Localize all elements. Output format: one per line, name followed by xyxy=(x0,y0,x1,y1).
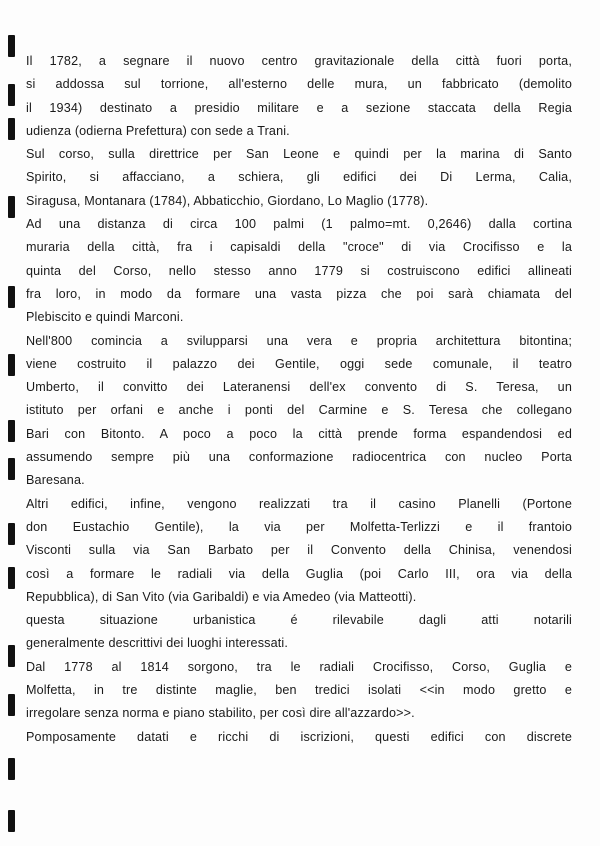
binding-mark xyxy=(8,810,15,832)
text-line: Il 1782, a segnare il nuovo centro gravitazionale della città fuori porta, xyxy=(26,54,572,68)
binding-mark xyxy=(8,196,15,218)
text-line: udienza (odierna Prefettura) con sede a Trani. xyxy=(26,123,290,138)
text-line: Pomposamente datati e ricchi di iscrizioni, questi edifici con discrete xyxy=(26,729,572,744)
text-line: Siragusa, Montanara (1784), Abbaticchio, Giordano, Lo Maglio (1778). xyxy=(26,193,429,208)
binding-mark xyxy=(8,286,15,308)
text-line: Bari con Bitonto. A poco a poco la città prende forma espandendosi ed xyxy=(26,426,572,441)
text-line: Spirito, si affacciano, a schiera, gli edifici dei Di Lerma, Calia, xyxy=(26,170,572,185)
text-line: fra loro, in modo da formare una vasta pizza che poi sarà chiamata del xyxy=(26,286,572,301)
paragraph xyxy=(26,609,572,656)
text-line: Repubblica), di San Vito (via Garibaldi) e via Amedeo (via Matteotti). xyxy=(26,589,417,604)
text-line: assumendo sempre più una conformazione radiocentrica con nucleo Porta xyxy=(26,450,572,465)
text-line: Molfetta, in tre distinte maglie, ben tredici isolati <<in modo gretto e xyxy=(26,683,572,698)
text-line: Sul corso, sulla direttrice per San Leone e quindi per la marina di Santo xyxy=(26,147,572,162)
paragraph xyxy=(26,213,572,329)
text-line: Dal 1778 al 1814 sorgono, tra le radiali Crocifisso, Corso, Guglia e xyxy=(26,659,572,674)
text-line: si addossa sul torrione, all'esterno delle mura, un fabbricato (demolito xyxy=(26,77,572,92)
text-line: viene costruito il palazzo dei Gentile, oggi sede comunale, il teatro xyxy=(26,356,572,371)
text-line: quinta del Corso, nello stesso anno 1779 si costruiscono edifici allineati xyxy=(26,263,572,278)
paragraph xyxy=(26,143,572,213)
text-line: don Eustachio Gentile), la via per Molfetta-Terlizzi e il frantoio xyxy=(26,519,572,534)
paragraph xyxy=(26,50,572,143)
binding-mark xyxy=(8,420,15,442)
text-line: muraria della città, fra i capisaldi della "croce" di via Crocifisso e la xyxy=(26,240,572,255)
binding-mark xyxy=(8,694,15,716)
text-line: Visconti sulla via San Barbato per il Convento della Chinisa, venendosi xyxy=(26,543,572,558)
text-line: Baresana. xyxy=(26,473,85,488)
paragraph xyxy=(26,726,572,749)
binding-mark xyxy=(8,645,15,667)
text-line: istituto per orfani e anche i ponti del Carmine e S. Teresa che collegano xyxy=(26,403,572,418)
binding-mark xyxy=(8,84,15,106)
text-line: irregolare senza norma e piano stabilito, per così dire all'azzardo>>. xyxy=(26,706,415,721)
binding-mark xyxy=(8,118,15,140)
paragraph xyxy=(26,330,572,493)
text-line: Nell'800 comincia a svilupparsi una vera e propria architettura bitontina; xyxy=(26,333,572,348)
text-line: così a formare le radiali via della Guglia (poi Carlo III, ora via della xyxy=(26,566,572,581)
binding-marks xyxy=(8,0,20,846)
body-text xyxy=(26,50,572,749)
binding-mark xyxy=(8,354,15,376)
text-line: il 1934) destinato a presidio militare e a sezione staccata della Regia xyxy=(26,100,572,115)
binding-mark xyxy=(8,758,15,780)
binding-mark xyxy=(8,523,15,545)
binding-mark xyxy=(8,458,15,480)
text-line: Plebiscito e quindi Marconi. xyxy=(26,310,184,325)
text-line: questa situazione urbanistica é rilevabile dagli atti notarili xyxy=(26,613,572,628)
paragraph xyxy=(26,656,572,726)
binding-mark xyxy=(8,35,15,57)
text-line: Ad una distanza di circa 100 palmi (1 palmo=mt. 0,2646) dalla cortina xyxy=(26,217,572,232)
binding-mark xyxy=(8,567,15,589)
paragraph xyxy=(26,493,572,609)
text-line: generalmente descrittivi dei luoghi interessati. xyxy=(26,636,289,651)
text-line: Altri edifici, infine, vengono realizzati tra il casino Planelli (Portone xyxy=(26,496,572,511)
text-line: Umberto, il convitto dei Lateranensi dell'ex convento di S. Teresa, un xyxy=(26,380,572,395)
